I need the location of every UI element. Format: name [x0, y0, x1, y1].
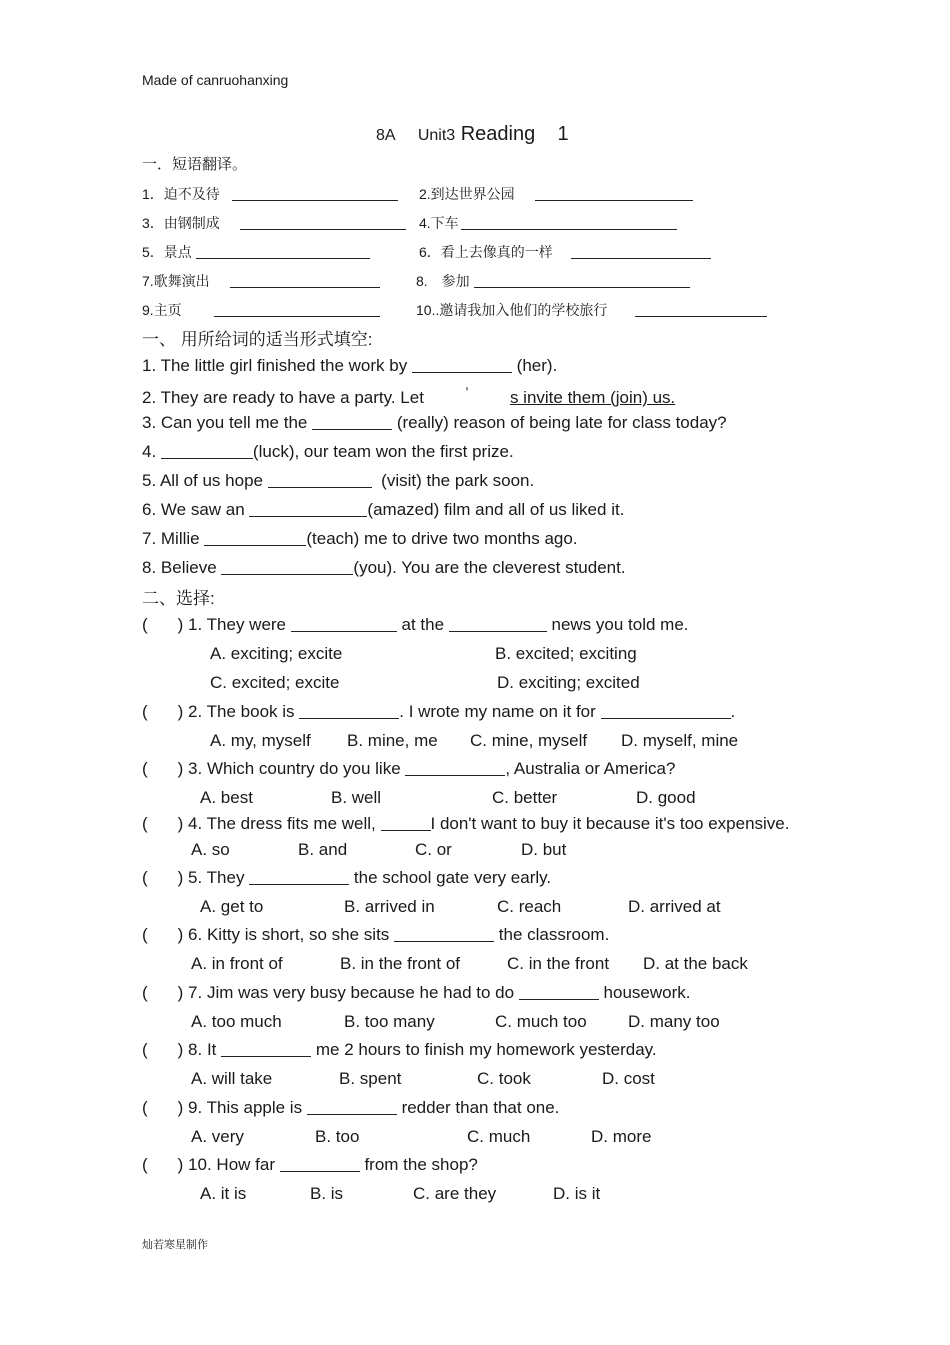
- option-b[interactable]: B. is: [310, 1184, 344, 1203]
- option-a[interactable]: A. exciting; excite: [210, 644, 343, 663]
- option-c[interactable]: C. excited; excite: [210, 673, 340, 692]
- phrase-item: 4.下车: [419, 213, 677, 233]
- option-b[interactable]: B. well: [331, 788, 382, 807]
- section3-heading: 二、选择:: [142, 589, 215, 608]
- phrase-item: 2.到达世界公园: [419, 184, 693, 204]
- section2-heading: 一、 用所给词的适当形式填空:: [142, 330, 373, 349]
- option-c[interactable]: C. better: [492, 788, 558, 807]
- choice-question-9: ( ) 9. This apple is redder than that one.: [142, 1098, 560, 1117]
- option-a[interactable]: A. it is: [200, 1184, 247, 1203]
- fill-question-1: 1. The little girl finished the work by (her).: [142, 356, 558, 375]
- fill-question-3: 3. Can you tell me the (really) reason of being late for class today?: [142, 413, 727, 432]
- fill-question-7: 7. Millie (teach) me to drive two months ago.: [142, 529, 578, 548]
- choice-question-2: ( ) 2. The book is . I wrote my name on it for .: [142, 702, 736, 721]
- option-c[interactable]: C. mine, myself: [470, 731, 588, 750]
- fill-question-4: 4. (luck), our team won the first prize.: [142, 442, 514, 461]
- option-b[interactable]: B. spent: [339, 1069, 402, 1088]
- choice-question-6: ( ) 6. Kitty is short, so she sits the classroom.: [142, 925, 610, 944]
- option-d[interactable]: D. myself, mine: [621, 731, 739, 750]
- option-b[interactable]: B. excited; exciting: [495, 644, 637, 663]
- option-c[interactable]: C. in the front: [507, 954, 610, 973]
- option-d[interactable]: D. is it: [553, 1184, 601, 1203]
- phrase-item: 5．景点: [142, 242, 370, 262]
- option-d[interactable]: D. cost: [602, 1069, 655, 1088]
- choice-question-3: ( ) 3. Which country do you like , Australia or America?: [142, 759, 676, 778]
- section1-heading: 一．短语翻译。: [142, 156, 248, 173]
- option-a[interactable]: A. so: [191, 840, 230, 859]
- phrase-item: 3．由钢制成: [142, 213, 406, 233]
- option-d[interactable]: D. many too: [628, 1012, 720, 1031]
- option-b[interactable]: B. arrived in: [344, 897, 435, 916]
- option-a[interactable]: A. best: [200, 788, 253, 807]
- option-b[interactable]: B. in the front of: [340, 954, 461, 973]
- phrase-item: 1．迫不及待: [142, 184, 398, 204]
- option-d[interactable]: D. exciting; excited: [497, 673, 640, 692]
- option-b[interactable]: B. and: [298, 840, 348, 859]
- phrase-item: 10..邀请我加入他们的学校旅行: [416, 300, 767, 320]
- choice-question-8: ( ) 8. It me 2 hours to finish my homework yesterday.: [142, 1040, 657, 1059]
- option-c[interactable]: C. took: [477, 1069, 531, 1088]
- choice-question-10: ( ) 10. How far from the shop?: [142, 1155, 478, 1174]
- option-c[interactable]: C. much too: [495, 1012, 587, 1031]
- option-a[interactable]: A. in front of: [191, 954, 283, 973]
- option-c[interactable]: C. reach: [497, 897, 562, 916]
- choice-question-7: ( ) 7. Jim was very busy because he had to do housework.: [142, 983, 691, 1002]
- page-footer: 灿若寒星制作: [142, 1239, 208, 1251]
- page-header: Made of canruohanxing: [142, 72, 289, 88]
- phrase-item: 9.主页: [142, 300, 380, 320]
- option-d[interactable]: D. more: [591, 1127, 652, 1146]
- option-a[interactable]: A. get to: [200, 897, 264, 916]
- option-d[interactable]: D. at the back: [643, 954, 748, 973]
- option-c[interactable]: C. are they: [413, 1184, 497, 1203]
- option-d[interactable]: D. good: [636, 788, 696, 807]
- phrase-item: 7.歌舞演出: [142, 271, 380, 291]
- option-a[interactable]: A. very: [191, 1127, 244, 1146]
- option-b[interactable]: B. too: [315, 1127, 360, 1146]
- option-b[interactable]: B. mine, me: [347, 731, 438, 750]
- fill-question-2: 2. They are ready to have a party. Let ’ s invite them (join) us.: [142, 384, 676, 407]
- choice-question-4: ( ) 4. The dress fits me well, I don't want to buy it because it's too expensive.: [142, 814, 790, 833]
- fill-question-6: 6. We saw an (amazed) film and all of us liked it.: [142, 500, 625, 519]
- option-d[interactable]: D. arrived at: [628, 897, 721, 916]
- choice-question-1: ( ) 1. They were at the news you told me.: [142, 615, 689, 634]
- option-a[interactable]: A. my, myself: [210, 731, 311, 750]
- option-a[interactable]: A. will take: [191, 1069, 273, 1088]
- option-d[interactable]: D. but: [521, 840, 567, 859]
- choice-question-5: ( ) 5. They the school gate very early.: [142, 868, 552, 887]
- page-title: 8A Unit3 Reading 1: [376, 123, 569, 145]
- option-c[interactable]: C. much: [467, 1127, 531, 1146]
- option-a[interactable]: A. too much: [191, 1012, 282, 1031]
- phrase-item: 8. 参加: [416, 271, 690, 291]
- fill-question-5: 5. All of us hope (visit) the park soon.: [142, 471, 535, 490]
- option-b[interactable]: B. too many: [344, 1012, 435, 1031]
- fill-question-8: 8. Believe (you). You are the cleverest student.: [142, 558, 626, 577]
- phrase-item: 6．看上去像真的一样: [419, 242, 711, 262]
- option-c[interactable]: C. or: [415, 840, 452, 859]
